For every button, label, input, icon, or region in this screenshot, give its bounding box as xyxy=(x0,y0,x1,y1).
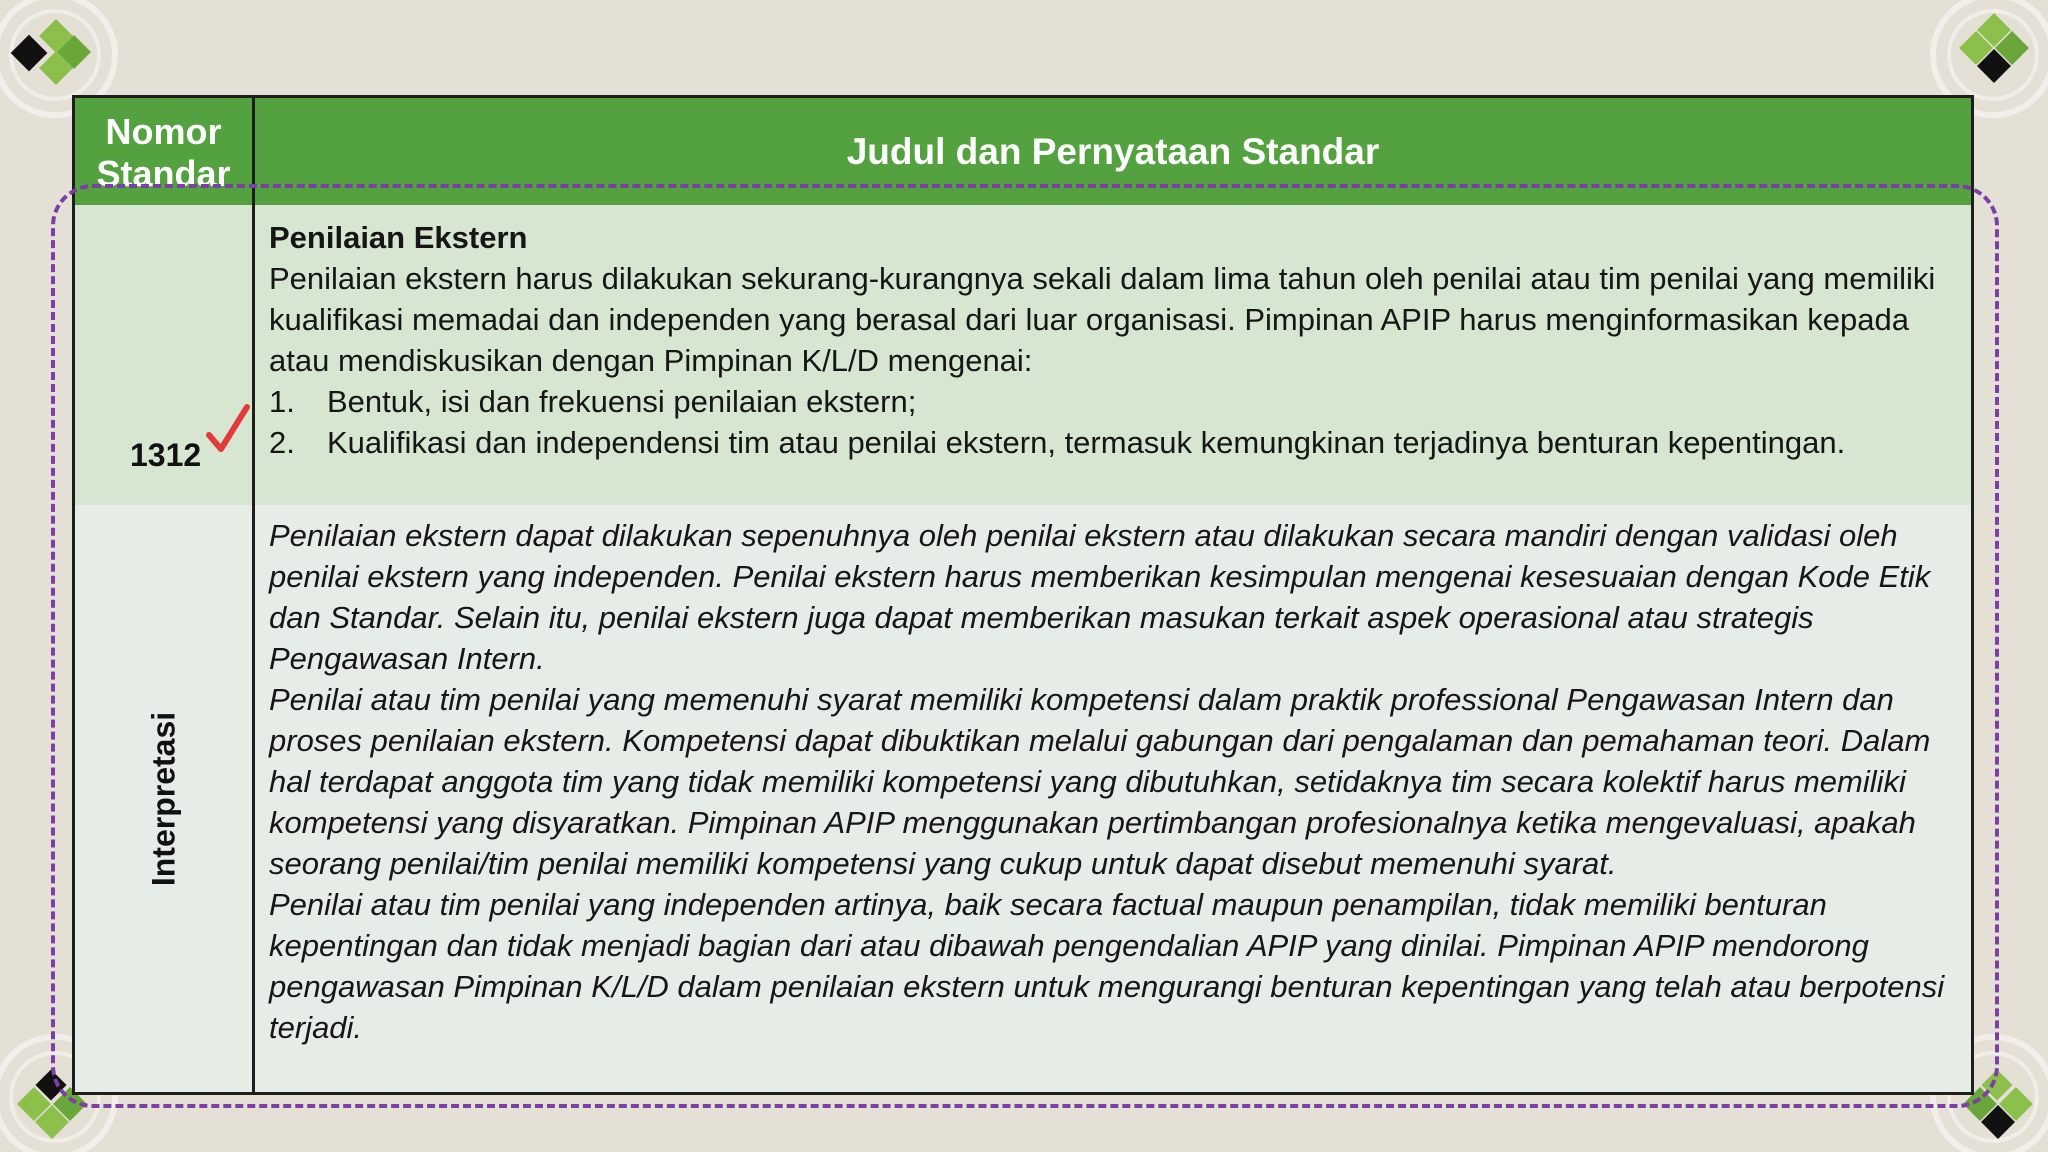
list-item-number: 1. xyxy=(269,384,295,419)
list-item-text: Kualifikasi dan independensi tim atau penilai ekstern, termasuk kemungkinan terjadinya benturan kepentingan. xyxy=(327,425,1846,460)
list-item-text: Bentuk, isi dan frekuensi penilaian ekstern; xyxy=(327,384,917,419)
interpretation-label: Interpretasi xyxy=(145,711,181,886)
list-item-number: 2. xyxy=(269,425,295,460)
interpretation-paragraph: Penilai atau tim penilai yang memenuhi syarat memiliki kompetensi dalam praktik professional Pengawasan Intern dan proses penilaian ekstern. Kompetensi dapat dibuktikan melalui gabungan dari pengalaman dan pemahaman teori. Dalam hal terdapat anggota tim yang tidak memiliki kompetensi yang dibutuhkan, setidaknya tim secara kolektif harus memiliki kompetensi yang disyaratkan. Pimpinan APIP menggunakan pertimbangan profesionalnya ketika mengevaluasi, apakah seorang penilai/tim penilai memiliki kompetensi yang cukup untuk dapat disebut memenuhi syarat. xyxy=(269,682,1931,881)
standard-row xyxy=(75,205,1971,508)
header-number-label: Nomor Standar xyxy=(96,111,231,194)
standard-item-list xyxy=(269,381,1957,463)
list-item xyxy=(269,381,1957,422)
interpretation-content-cell xyxy=(255,505,1971,1092)
header-title: Judul dan Pernyataan Standar xyxy=(846,131,1380,172)
header-title-cell xyxy=(255,98,1971,205)
interpretation-label-cell xyxy=(75,505,255,1092)
standard-number: 1312 xyxy=(130,437,202,473)
list-item xyxy=(269,422,1957,463)
standard-number-cell xyxy=(75,205,255,505)
check-mark-icon xyxy=(205,403,251,455)
interpretation-paragraph: Penilai atau tim penilai yang independen artinya, baik secara factual maupun penampilan, tidak memiliki benturan kepentingan dan tidak menjadi bagian dari atau dibawah pengendalian APIP yang dinilai. Pimpinan APIP mendorong pengawasan Pimpinan K/L/D dalam penilaian ekstern untuk mengurangi benturan kepentingan yang telah atau berpotensi terjadi. xyxy=(269,887,1945,1045)
interpretation-row xyxy=(75,505,1971,1092)
table-header-row xyxy=(75,98,1971,208)
standard-title: Penilaian Ekstern xyxy=(269,220,528,255)
header-number-cell xyxy=(75,98,255,205)
standard-table xyxy=(72,95,1974,1095)
standard-content-cell xyxy=(255,205,1971,505)
interpretation-paragraph: Penilaian ekstern dapat dilakukan sepenuhnya oleh penilai ekstern atau dilakukan secara mandiri dengan validasi oleh penilai ekstern yang independen. Penilai ekstern harus memberikan kesimpulan mengenai kesesuaian dengan Kode Etik dan Standar. Selain itu, penilai ekstern juga dapat memberikan masukan terkait aspek operasional atau strategis Pengawasan Intern. xyxy=(269,518,1931,676)
standard-statement: Penilaian ekstern harus dilakukan sekurang-kurangnya sekali dalam lima tahun oleh penilai atau tim penilai yang memiliki kualifikasi memadai dan independen yang berasal dari luar organisasi. Pimpinan APIP harus menginformasikan kepada atau mendiskusikan dengan Pimpinan K/L/D mengenai: xyxy=(269,261,1936,378)
